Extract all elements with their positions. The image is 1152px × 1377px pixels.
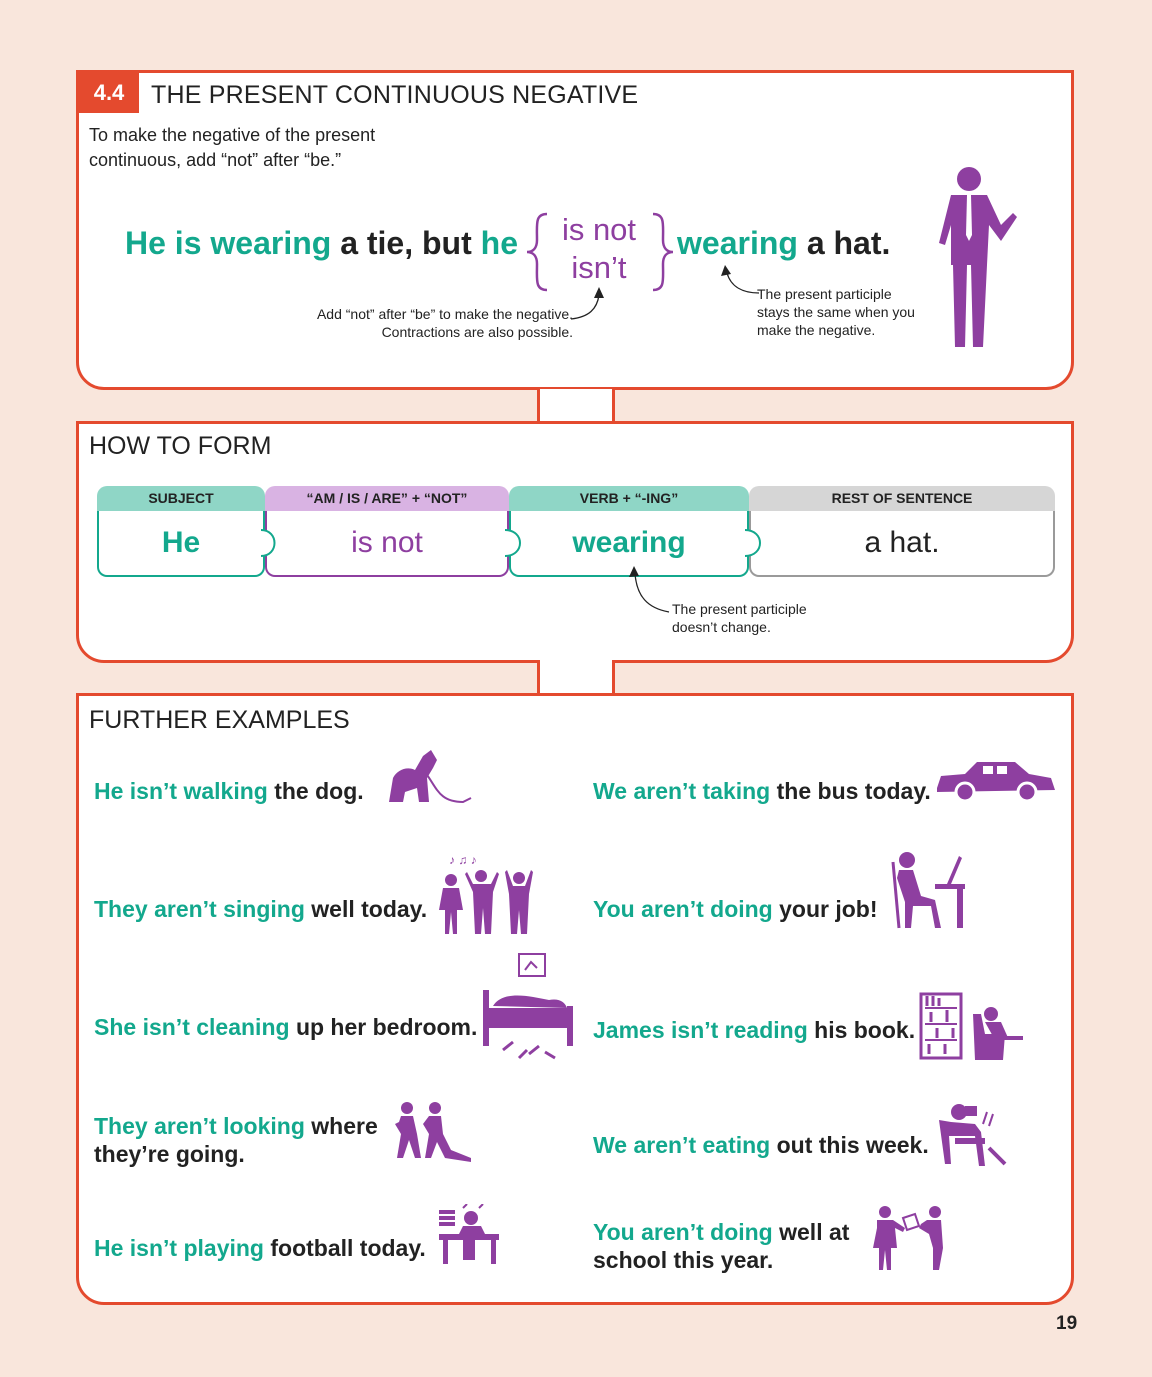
example-sentence: She isn’t cleaning up her bedroom. [94, 1014, 478, 1040]
arrow-participle-note [625, 562, 675, 618]
main-sentence-start [125, 225, 518, 262]
piece-header-rest: REST OF SENTENCE [749, 486, 1055, 511]
man-with-tie-icon [931, 165, 1021, 355]
puzzle-knob [503, 528, 529, 558]
page-number: 19 [1056, 1313, 1078, 1334]
further-examples-title: FURTHER EXAMPLES [89, 706, 350, 734]
example-sentence: You aren’t doing your job! [593, 896, 878, 922]
puzzle-piece-subject [97, 486, 265, 574]
piece-header-verb-ing: VERB + “-ING” [509, 486, 749, 511]
car-icon [935, 758, 1057, 804]
section-panel [76, 70, 1074, 390]
section-title: THE PRESENT CONTINUOUS NEGATIVE [151, 81, 639, 109]
main-part2: a tie, but [340, 225, 472, 261]
note-participle-unchanged: The present participle doesn’t change. [672, 601, 807, 635]
piece-value-be-not: is not [265, 511, 509, 577]
example-sentence: James isn’t reading his book. [593, 1017, 916, 1043]
tripping-people-icon [395, 1100, 473, 1164]
piece-header-be-not: “AM / IS / ARE” + “NOT” [265, 486, 509, 511]
puzzle-piece-verb-ing [509, 486, 749, 574]
how-to-form-title: HOW TO FORM [89, 432, 272, 460]
puzzle-piece-be-not [265, 486, 509, 574]
report-card-icon [871, 1204, 949, 1272]
eating-home-icon [935, 1102, 1007, 1172]
puzzle-knob [259, 528, 283, 558]
note-add-not: Add “not” after “be” to make the negative. Contractions are also possible. [316, 306, 573, 340]
option-stack [549, 211, 649, 287]
dog-icon [379, 748, 475, 808]
option-isnt: isn’t [571, 250, 627, 285]
example-sentence: They aren’t looking where they’re going. [94, 1113, 378, 1167]
further-examples-panel [76, 693, 1074, 1305]
main-part1: He is wearing [125, 225, 332, 261]
puzzle-piece-rest [749, 486, 1055, 574]
desk-worker-icon [889, 850, 967, 932]
example-sentence: We aren’t eating out this week. [593, 1132, 929, 1158]
svg-text:♪ ♫ ♪: ♪ ♫ ♪ [449, 853, 477, 867]
piece-value-verb-ing: wearing [509, 511, 749, 577]
example-sentence: You aren’t doing well at school this year. [593, 1219, 850, 1273]
example-sentence: He isn’t playing football today. [94, 1235, 426, 1261]
panel-connector [537, 660, 615, 696]
piece-value-subject: He [97, 511, 265, 577]
main-part3: he [480, 225, 518, 261]
example-sentence: He isn’t walking the dog. [94, 778, 364, 804]
note-participle-same: The present participle stays the same when you make the negative. [757, 286, 915, 338]
example-sentence: They aren’t singing well today. [94, 896, 428, 922]
main-sentence-end [677, 225, 890, 262]
how-to-form-panel [76, 421, 1074, 663]
panel-connector [537, 389, 615, 425]
section-intro: To make the negative of the present continuous, add “not” after “be.” [89, 125, 376, 170]
reader-icon [919, 992, 1027, 1062]
option-is-not: is not [561, 212, 637, 247]
section-number: 4.4 [79, 73, 139, 113]
main-part4: wearing [677, 225, 798, 261]
messy-bedroom-icon [479, 950, 577, 1062]
singers-icon [435, 852, 539, 936]
main-part5: a hat. [806, 225, 891, 261]
puzzle-knob [743, 528, 769, 558]
studying-icon [437, 1204, 501, 1266]
piece-value-rest: a hat. [749, 511, 1055, 577]
piece-header-subject: SUBJECT [97, 486, 265, 511]
example-sentence: We aren’t taking the bus today. [593, 778, 931, 804]
